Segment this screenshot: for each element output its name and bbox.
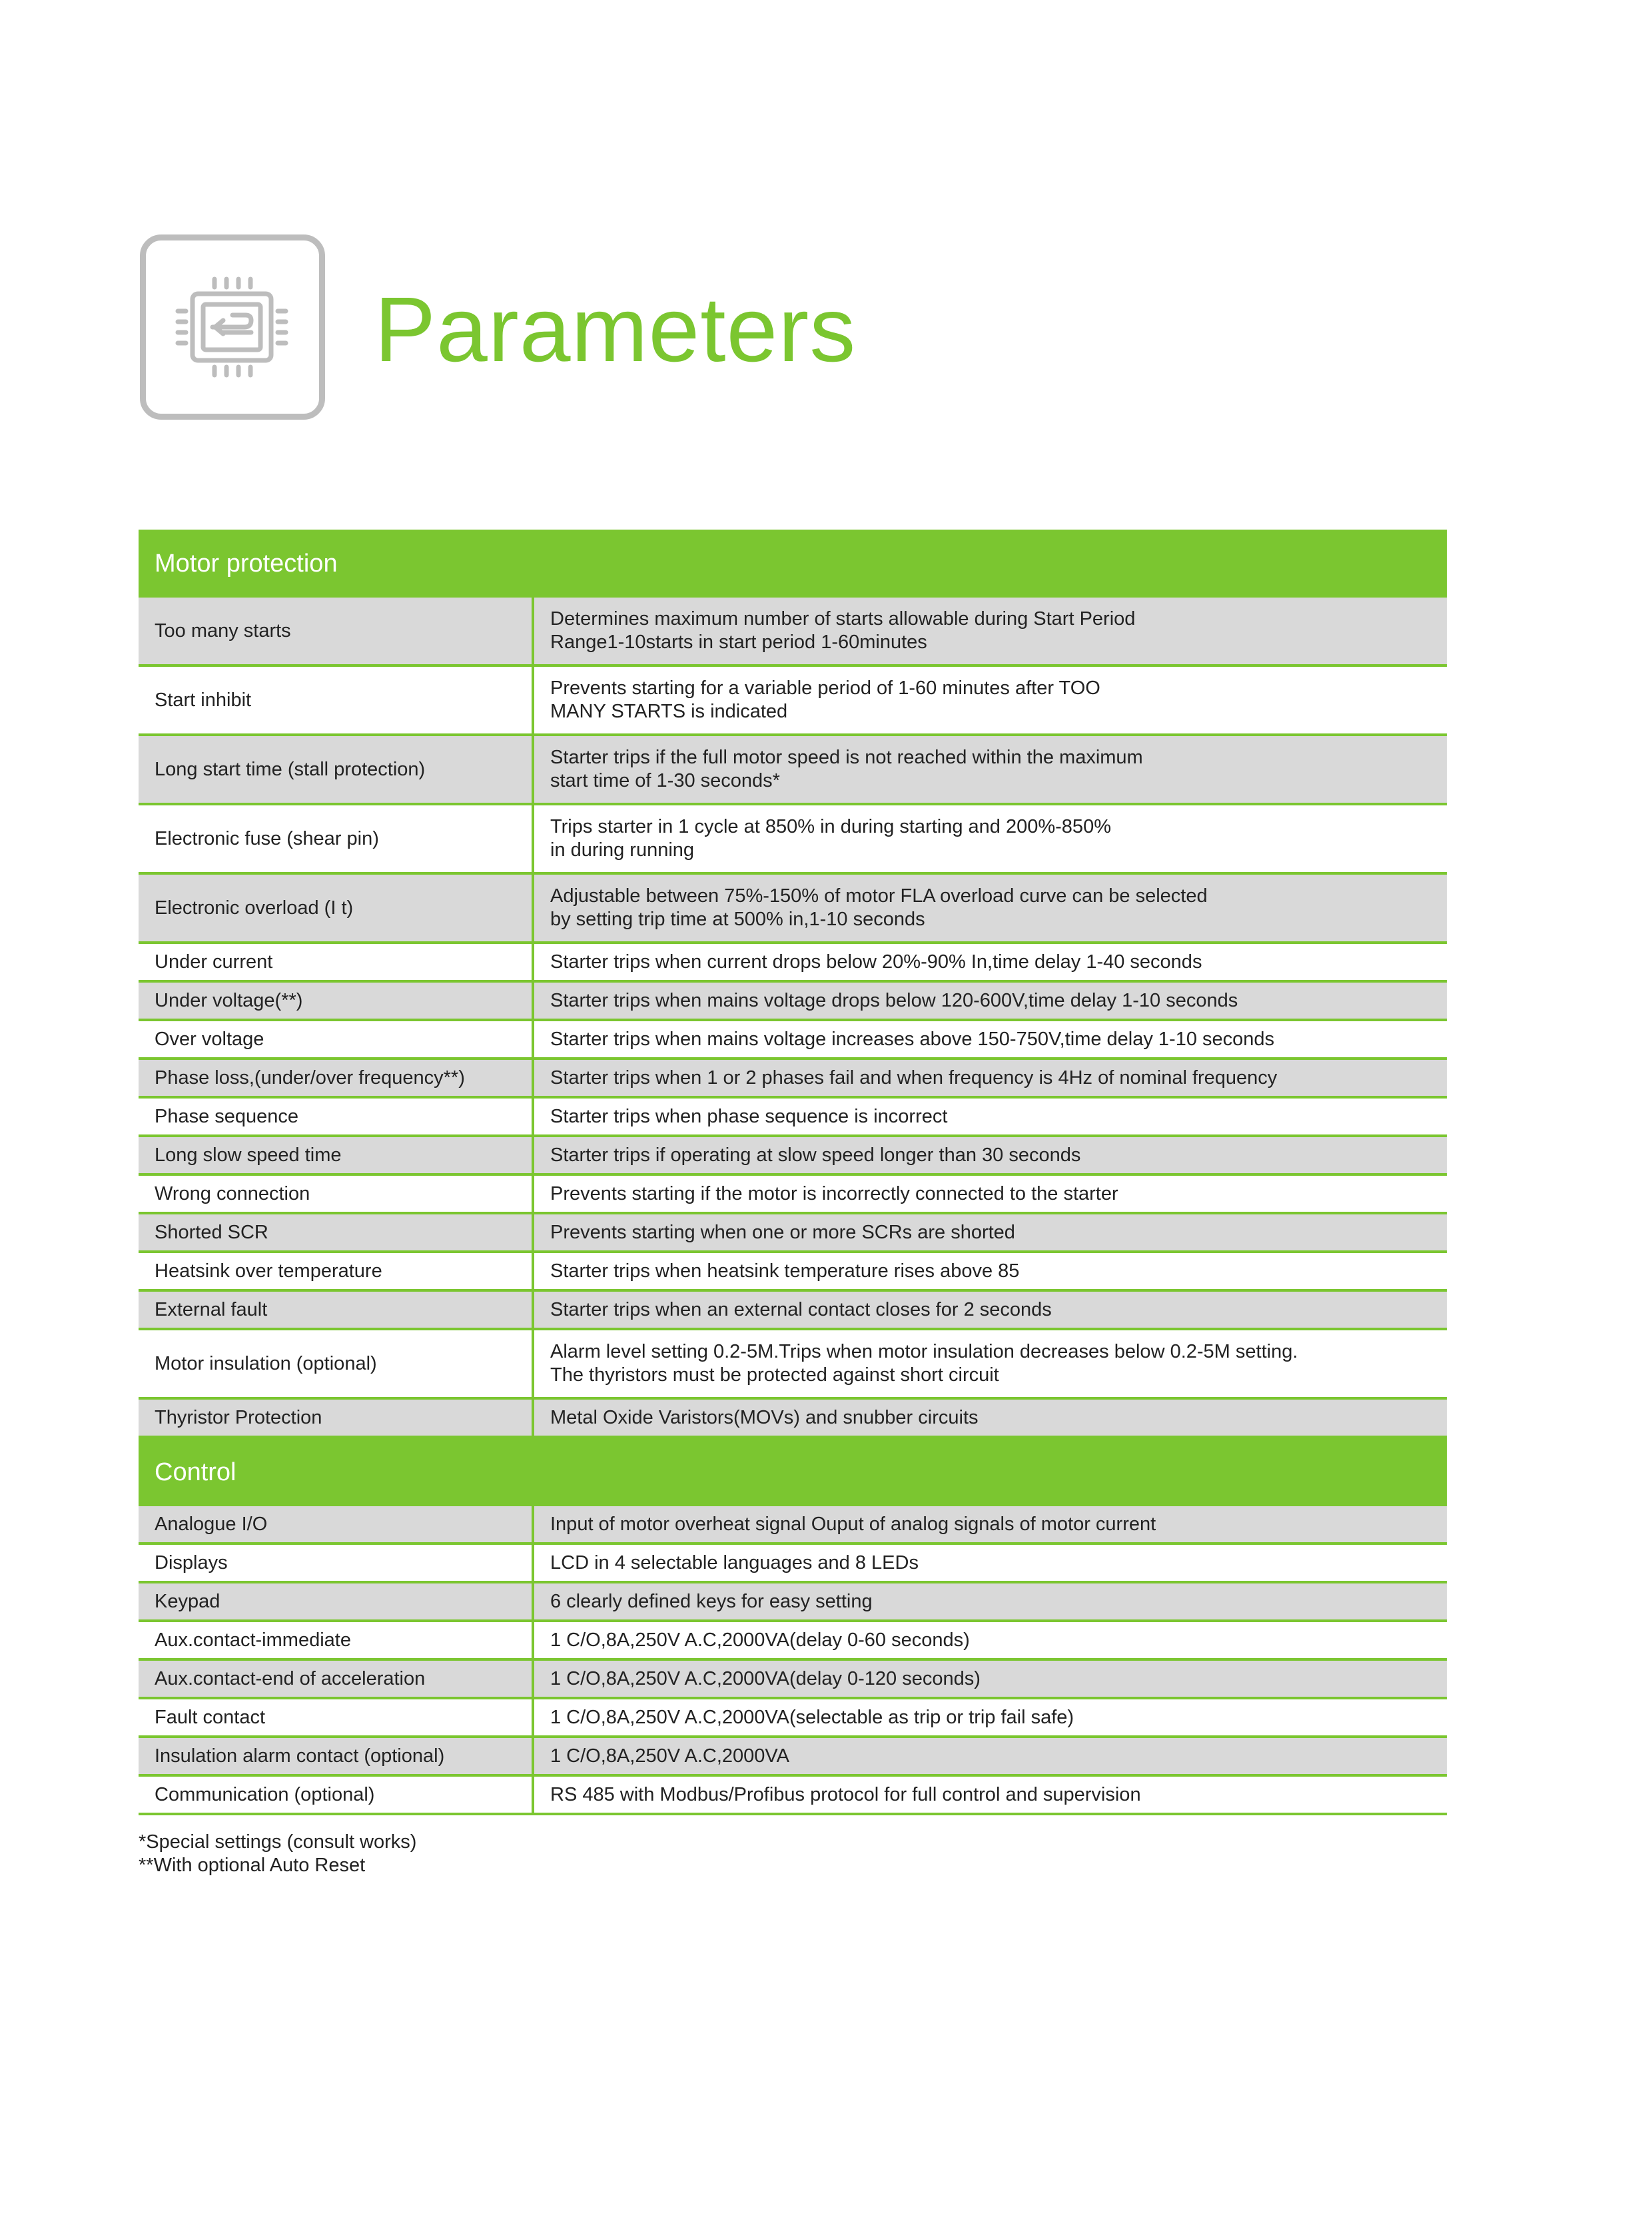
table-row: [139, 1398, 1447, 1437]
description-line: Starter trips if operating at slow speed longer than 30 seconds: [550, 1144, 1081, 1166]
table-row: [139, 1544, 1447, 1582]
description-line: 6 clearly defined keys for easy setting: [550, 1590, 873, 1612]
parameter-description: [533, 1252, 1447, 1290]
parameter-name: Under voltage(**): [139, 981, 533, 1020]
description-line: Starter trips when heatsink temperature rises above 85: [550, 1260, 1020, 1282]
parameter-name: External fault: [139, 1290, 533, 1329]
parameter-name: Heatsink over temperature: [139, 1252, 533, 1290]
table-row: [139, 1020, 1447, 1059]
description-line: Range1-10starts in start period 1-60minutes: [550, 632, 927, 653]
parameter-name: Aux.contact-immediate: [139, 1621, 533, 1659]
description-line: Starter trips when current drops below 20%-90% In,time delay 1-40 seconds: [550, 951, 1202, 973]
section-title: Motor protection: [139, 530, 1447, 598]
table-row: [139, 1290, 1447, 1329]
parameter-name: Phase sequence: [139, 1097, 533, 1136]
section-header: [139, 530, 1447, 598]
footnote-special-settings: *Special settings (consult works): [139, 1831, 417, 1853]
parameter-description: [533, 981, 1447, 1020]
parameter-name: Electronic fuse (shear pin): [139, 804, 533, 873]
parameter-name: Thyristor Protection: [139, 1398, 533, 1437]
table-row: [139, 1621, 1447, 1659]
parameter-description: [533, 1775, 1447, 1814]
parameter-name: Over voltage: [139, 1020, 533, 1059]
parameter-description: [533, 1659, 1447, 1698]
section-title: Control: [139, 1437, 1447, 1506]
footnote-auto-reset: **With optional Auto Reset: [139, 1855, 366, 1876]
table-row: [139, 1097, 1447, 1136]
description-line: Starter trips when mains voltage increases above 150-750V,time delay 1-10 seconds: [550, 1028, 1275, 1050]
parameter-name: Long start time (stall protection): [139, 735, 533, 804]
table-row: [139, 804, 1447, 873]
description-line: start time of 1-30 seconds*: [550, 770, 780, 791]
parameter-description: [533, 1213, 1447, 1252]
description-line: 1 C/O,8A,250V A.C,2000VA(delay 0-120 seconds): [550, 1667, 981, 1689]
description-line: Determines maximum number of starts allowable during Start Period: [550, 608, 1136, 630]
description-line: The thyristors must be protected against short circuit: [550, 1364, 999, 1386]
page-title: Parameters: [374, 278, 857, 381]
table-row: [139, 873, 1447, 943]
description-line: by setting trip time at 500% in,1-10 seconds: [550, 909, 925, 930]
description-line: 1 C/O,8A,250V A.C,2000VA(delay 0-60 seconds): [550, 1629, 970, 1651]
description-line: Starter trips if the full motor speed is not reached within the maximum: [550, 747, 1143, 768]
parameter-description: [533, 1290, 1447, 1329]
description-line: 1 C/O,8A,250V A.C,2000VA: [550, 1745, 789, 1767]
table-row: [139, 735, 1447, 804]
parameter-description: [533, 1329, 1447, 1398]
description-line: Metal Oxide Varistors(MOVs) and snubber circuits: [550, 1406, 979, 1428]
parameter-description: [533, 1059, 1447, 1097]
parameters-icon-frame: [140, 234, 325, 420]
parameter-name: Wrong connection: [139, 1174, 533, 1213]
parameter-name: Long slow speed time: [139, 1136, 533, 1174]
parameter-description: [533, 943, 1447, 981]
parameter-name: Communication (optional): [139, 1775, 533, 1814]
description-line: Starter trips when 1 or 2 phases fail and when frequency is 4Hz of nominal frequency: [550, 1067, 1278, 1089]
parameter-name: Fault contact: [139, 1698, 533, 1737]
description-line: MANY STARTS is indicated: [550, 701, 788, 722]
parameter-name: Displays: [139, 1544, 533, 1582]
description-line: Prevents starting for a variable period of 1-60 minutes after TOO: [550, 677, 1100, 699]
description-line: in during running: [550, 839, 695, 861]
chip-icon: [146, 240, 319, 414]
description-line: Prevents starting when one or more SCRs are shorted: [550, 1221, 1015, 1243]
description-line: Starter trips when phase sequence is incorrect: [550, 1105, 948, 1127]
table-row: [139, 981, 1447, 1020]
parameter-description: [533, 1136, 1447, 1174]
parameter-description: [533, 1737, 1447, 1775]
parameter-description: [533, 735, 1447, 804]
table-row: [139, 1174, 1447, 1213]
description-line: Adjustable between 75%-150% of motor FLA overload curve can be selected: [550, 885, 1208, 907]
parameter-name: Shorted SCR: [139, 1213, 533, 1252]
parameter-name: Phase loss,(under/over frequency**): [139, 1059, 533, 1097]
parameters-table: [139, 530, 1447, 1815]
parameter-name: Under current: [139, 943, 533, 981]
section-header: [139, 1437, 1447, 1506]
parameter-name: Analogue I/O: [139, 1506, 533, 1544]
parameter-name: Motor insulation (optional): [139, 1329, 533, 1398]
table-row: [139, 1659, 1447, 1698]
parameter-name: Too many starts: [139, 598, 533, 666]
table-row: [139, 1213, 1447, 1252]
table-row: [139, 666, 1447, 735]
parameter-description: [533, 1506, 1447, 1544]
description-line: LCD in 4 selectable languages and 8 LEDs: [550, 1552, 919, 1573]
table-row: [139, 943, 1447, 981]
table-row: [139, 1136, 1447, 1174]
description-line: Alarm level setting 0.2-5M.Trips when motor insulation decreases below 0.2-5M setting.: [550, 1341, 1298, 1362]
table-row: [139, 598, 1447, 666]
footnotes: [139, 1831, 416, 1877]
parameter-description: [533, 1174, 1447, 1213]
parameter-description: [533, 1020, 1447, 1059]
parameter-name: Start inhibit: [139, 666, 533, 735]
parameter-description: [533, 666, 1447, 735]
parameter-name: Electronic overload (I t): [139, 873, 533, 943]
table-row: [139, 1059, 1447, 1097]
parameter-description: [533, 598, 1447, 666]
parameter-description: [533, 1582, 1447, 1621]
table-row: [139, 1737, 1447, 1775]
table-row: [139, 1582, 1447, 1621]
parameter-description: [533, 873, 1447, 943]
description-line: 1 C/O,8A,250V A.C,2000VA(selectable as trip or trip fail safe): [550, 1706, 1074, 1728]
description-line: Starter trips when mains voltage drops below 120-600V,time delay 1-10 seconds: [550, 989, 1238, 1011]
description-line: Input of motor overheat signal Ouput of analog signals of motor current: [550, 1513, 1156, 1535]
parameter-description: [533, 1698, 1447, 1737]
table-row: [139, 1252, 1447, 1290]
parameter-description: [533, 1398, 1447, 1437]
table-row: [139, 1506, 1447, 1544]
description-line: Starter trips when an external contact closes for 2 seconds: [550, 1298, 1052, 1320]
description-line: Prevents starting if the motor is incorrectly connected to the starter: [550, 1182, 1118, 1204]
parameter-name: Insulation alarm contact (optional): [139, 1737, 533, 1775]
parameter-description: [533, 1097, 1447, 1136]
description-line: RS 485 with Modbus/Profibus protocol for full control and supervision: [550, 1783, 1141, 1805]
parameter-name: Aux.contact-end of acceleration: [139, 1659, 533, 1698]
table-row: [139, 1775, 1447, 1814]
table-row: [139, 1698, 1447, 1737]
parameter-description: [533, 1544, 1447, 1582]
description-line: Trips starter in 1 cycle at 850% in during starting and 200%-850%: [550, 816, 1111, 837]
parameter-description: [533, 804, 1447, 873]
table-row: [139, 1329, 1447, 1398]
parameter-description: [533, 1621, 1447, 1659]
parameter-name: Keypad: [139, 1582, 533, 1621]
